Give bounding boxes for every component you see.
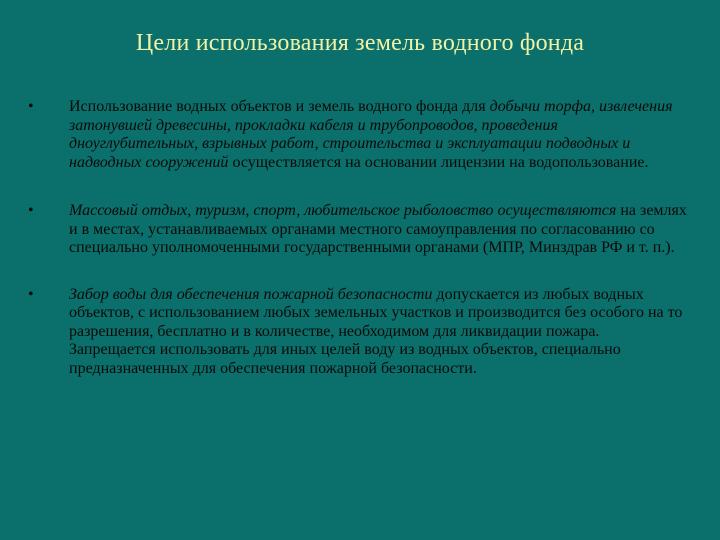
bullet-text-italic: добычи торфа, извлечения затонувшей древесины, прокладки кабеля и трубопроводов, проведения дноуглубительных, взрывных работ, строительства и эксплуатации подводных и надводных сооружений bbox=[69, 98, 673, 171]
bullet-list bbox=[28, 98, 688, 408]
bullet-text bbox=[69, 98, 688, 172]
bullet-item bbox=[28, 202, 688, 258]
bullet-text-italic: Массовый отдых, туризм, спорт, любительское рыболовство осуществляются bbox=[69, 202, 617, 219]
bullet-text bbox=[69, 286, 688, 379]
bullet-text-rest: осуществляется на основании лицензии на водопользование. bbox=[228, 153, 649, 171]
slide-title: Цели использования земель водного фонда bbox=[135, 30, 585, 56]
bullet-marker: • bbox=[28, 202, 34, 219]
bullet-text bbox=[69, 202, 688, 258]
bullet-text-lead: Использование водных объектов и земель водного фонда для bbox=[69, 98, 490, 115]
bullet-text-rest: на землях и в местах, устанавливаемых органами местного самоуправления по согласованию со специально уполномоченными государственными органами (МПР, Минздрав РФ и т. п.). bbox=[69, 202, 687, 256]
bullet-text-rest: допускается из любых водных объектов, с использованием любых земельных участков и производится без особого на то разрешения, бесплатно и в количестве, необходимом для ликвидации пожара. Запрещается использовать для иных целей воду из водных объектов, специально предназначенных для обеспечения пожарной безопасности. bbox=[69, 285, 683, 377]
bullet-item bbox=[28, 286, 688, 379]
bullet-marker: • bbox=[28, 98, 34, 115]
bullet-item bbox=[28, 98, 688, 172]
bullet-text-italic: Забор воды для обеспечения пожарной безопасности bbox=[69, 285, 433, 303]
bullet-marker: • bbox=[28, 285, 34, 303]
